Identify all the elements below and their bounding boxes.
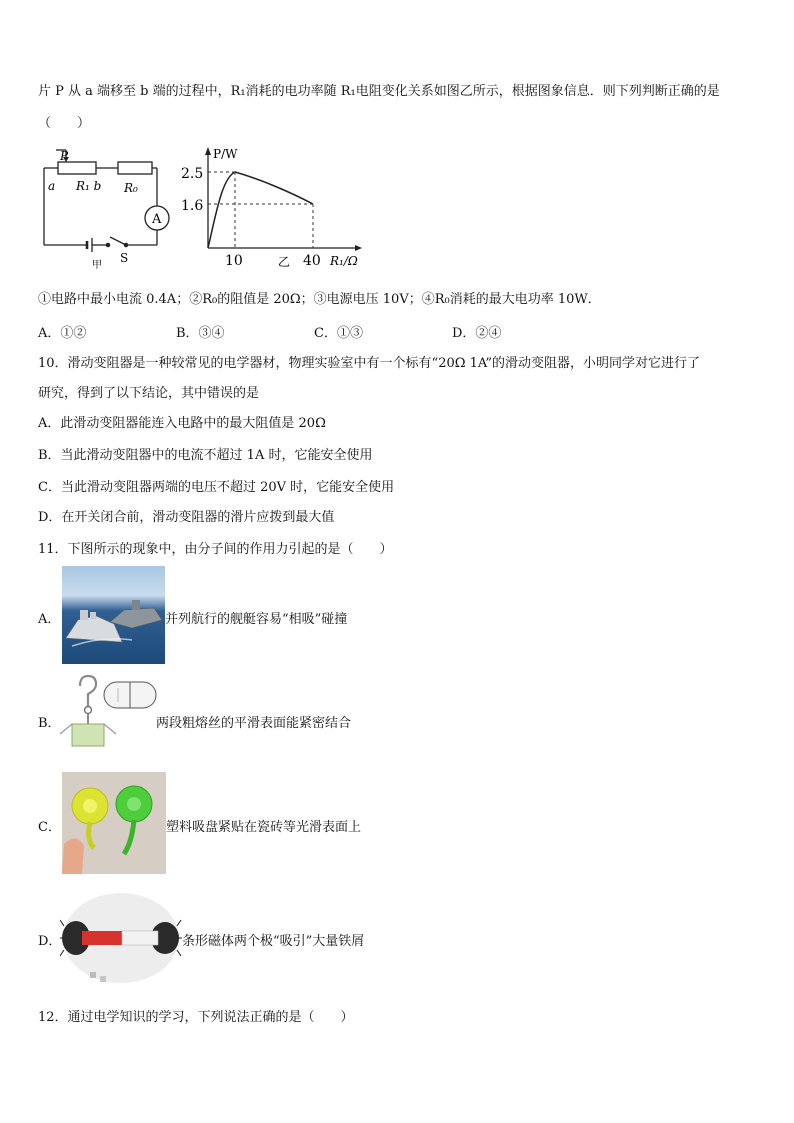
power-curve [208,172,313,248]
q10-stem-line1: 10．滑动变阻器是一种较常见的电学器材，物理实验室中有一个标有“20Ω 1A”的滑动变阻器，小明同学对它进行了 [38,356,701,371]
label-a: a [48,179,56,193]
warships-image [62,566,165,664]
graph-caption: 乙 [278,255,291,269]
q9-statements: ①电路中最小电流 0.4A；②R₀的阻值是 20Ω；③电源电压 10V；④R₀消耗的最大电功率 10W． [38,292,601,307]
circuit-diagram [36,148,186,272]
q9-option-d[interactable]: D．②④ [452,326,502,341]
ammeter-label: A [152,212,162,227]
ytick-2-5: 2.5 [181,166,204,182]
xtick-40: 40 [303,253,321,269]
q11-option-a-label[interactable]: A． [38,612,61,627]
label-p: P [60,149,69,163]
q11-option-a-text: 并列航行的舰艇容易“相吸”碰撞 [165,612,348,627]
q9-option-c[interactable]: C．①③ [314,326,363,341]
xtick-10: 10 [225,253,243,269]
bar-magnet-image [60,890,182,986]
suction-cup-image [62,772,166,874]
q10-option-c[interactable]: C．当此滑动变阻器两端的电压不超过 20V 时，它能安全使用 [38,480,395,495]
q11-option-d-label[interactable]: D． [38,934,62,949]
q11-stem: 11．下图所示的现象中，由分子间的作用力引起的是（ ） [38,542,393,557]
q10-option-d[interactable]: D．在开关闭合前，滑动变阻器的滑片应拨到最大值 [38,510,335,525]
q12-stem: 12．通过电学知识的学习，下列说法正确的是（ ） [38,1010,354,1025]
q9-stem-line2: （ ） [38,116,91,131]
label-jia: 甲 [92,260,102,271]
q10-option-b[interactable]: B．当此滑动变阻器中的电流不超过 1A 时，它能安全使用 [38,448,373,463]
graph-xlabel: R₁/Ω [330,254,358,268]
fuse-wire-image [58,672,158,768]
q9-option-b[interactable]: B．③④ [176,326,225,341]
q11-option-b-text: 两段粗熔丝的平滑表面能紧密结合 [156,716,352,731]
q11-option-c-label[interactable]: C． [38,820,61,835]
q11-option-c-text: 塑料吸盘紧贴在瓷砖等光滑表面上 [166,820,362,835]
q9-option-a[interactable]: A．①② [38,326,87,341]
label-r0: R₀ [124,181,138,195]
power-resistance-graph [180,144,366,270]
label-r1b: R₁ b [76,179,102,193]
q10-option-a[interactable]: A．此滑动变阻器能连入电路中的最大阻值是 20Ω [38,416,326,431]
q10-stem-line2: 研究，得到了以下结论，其中错误的是 [38,386,260,401]
q9-stem-line1: 片 P 从 a 端移至 b 端的过程中，R₁消耗的电功率随 R₁电阻变化关系如图乙所示，根据图象信息．则下列判断正确的是 [38,84,720,99]
q11-option-d-text: 条形磁体两个极“吸引”大量铁屑 [182,934,365,949]
q11-option-b-label[interactable]: B． [38,716,61,731]
ytick-1-6: 1.6 [181,198,204,214]
label-s: S [120,251,129,265]
graph-ylabel: P/W [213,147,238,161]
